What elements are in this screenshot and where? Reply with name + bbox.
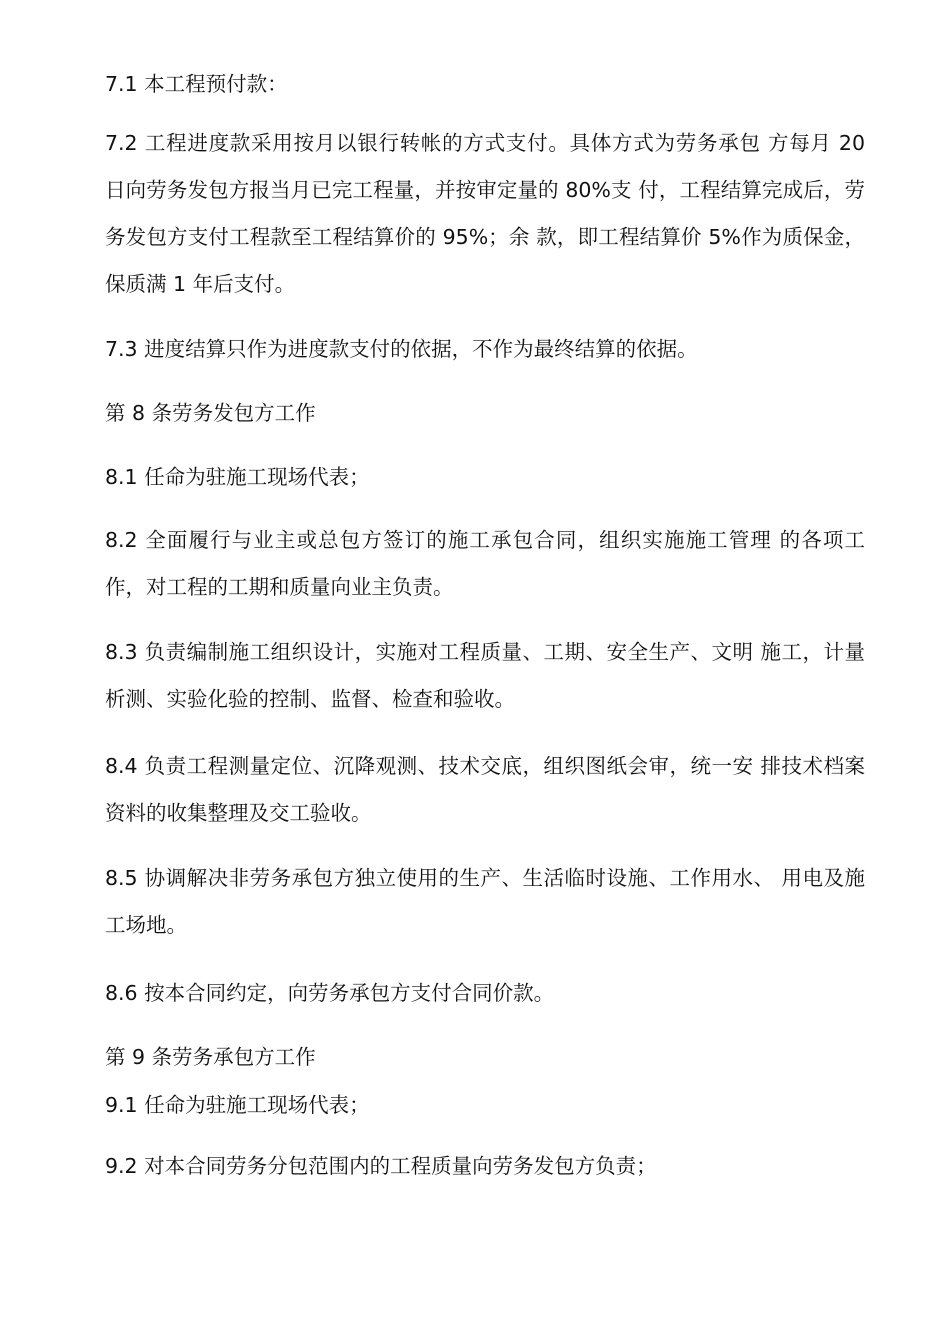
article-9-heading: 第 9 条劳务承包方工作 <box>105 1045 316 1069</box>
clause-8-3: 8.3 负责编制施工组织设计，实施对工程质量、工期、安全生产、文明 施工，计量析测、实验化验的控制、监督、检查和验收。 <box>105 640 865 711</box>
clause-8-1: 8.1 任命为驻施工现场代表； <box>105 465 370 489</box>
clause-8-5: 8.5 协调解决非劳务承包方独立使用的生产、生活临时设施、工作用水、 用电及施工场地。 <box>105 866 865 937</box>
clause-7-3: 7.3 进度结算只作为进度款支付的依据，不作为最终结算的依据。 <box>105 337 698 361</box>
clause-8-2: 8.2 全面履行与业主或总包方签订的施工承包合同，组织实施施工管理 的各项工作，对工程的工期和质量向业主负责。 <box>105 528 865 599</box>
clause-9-2: 9.2 对本合同劳务分包范围内的工程质量向劳务发包方负责； <box>105 1154 657 1178</box>
clause-9-1: 9.1 任命为驻施工现场代表； <box>105 1093 370 1117</box>
article-8-heading: 第 8 条劳务发包方工作 <box>105 401 316 425</box>
clause-8-4: 8.4 负责工程测量定位、沉降观测、技术交底，组织图纸会审，统一安 排技术档案资料的收集整理及交工验收。 <box>105 754 865 825</box>
clause-8-6: 8.6 按本合同约定，向劳务承包方支付合同价款。 <box>105 981 555 1005</box>
clause-7-1: 7.1 本工程预付款： <box>105 72 288 96</box>
clause-7-2: 7.2 工程进度款采用按月以银行转帐的方式支付。具体方式为劳务承包 方每月 20 日向劳务发包方报当月已完工程量，并按审定量的 80%支 付，工程结算完成后，劳务发包方支付工程款至工程结算价的 95%；余 款，即工程结算价 5%作为质保金，保质满 1 年后支付。 <box>105 131 865 296</box>
